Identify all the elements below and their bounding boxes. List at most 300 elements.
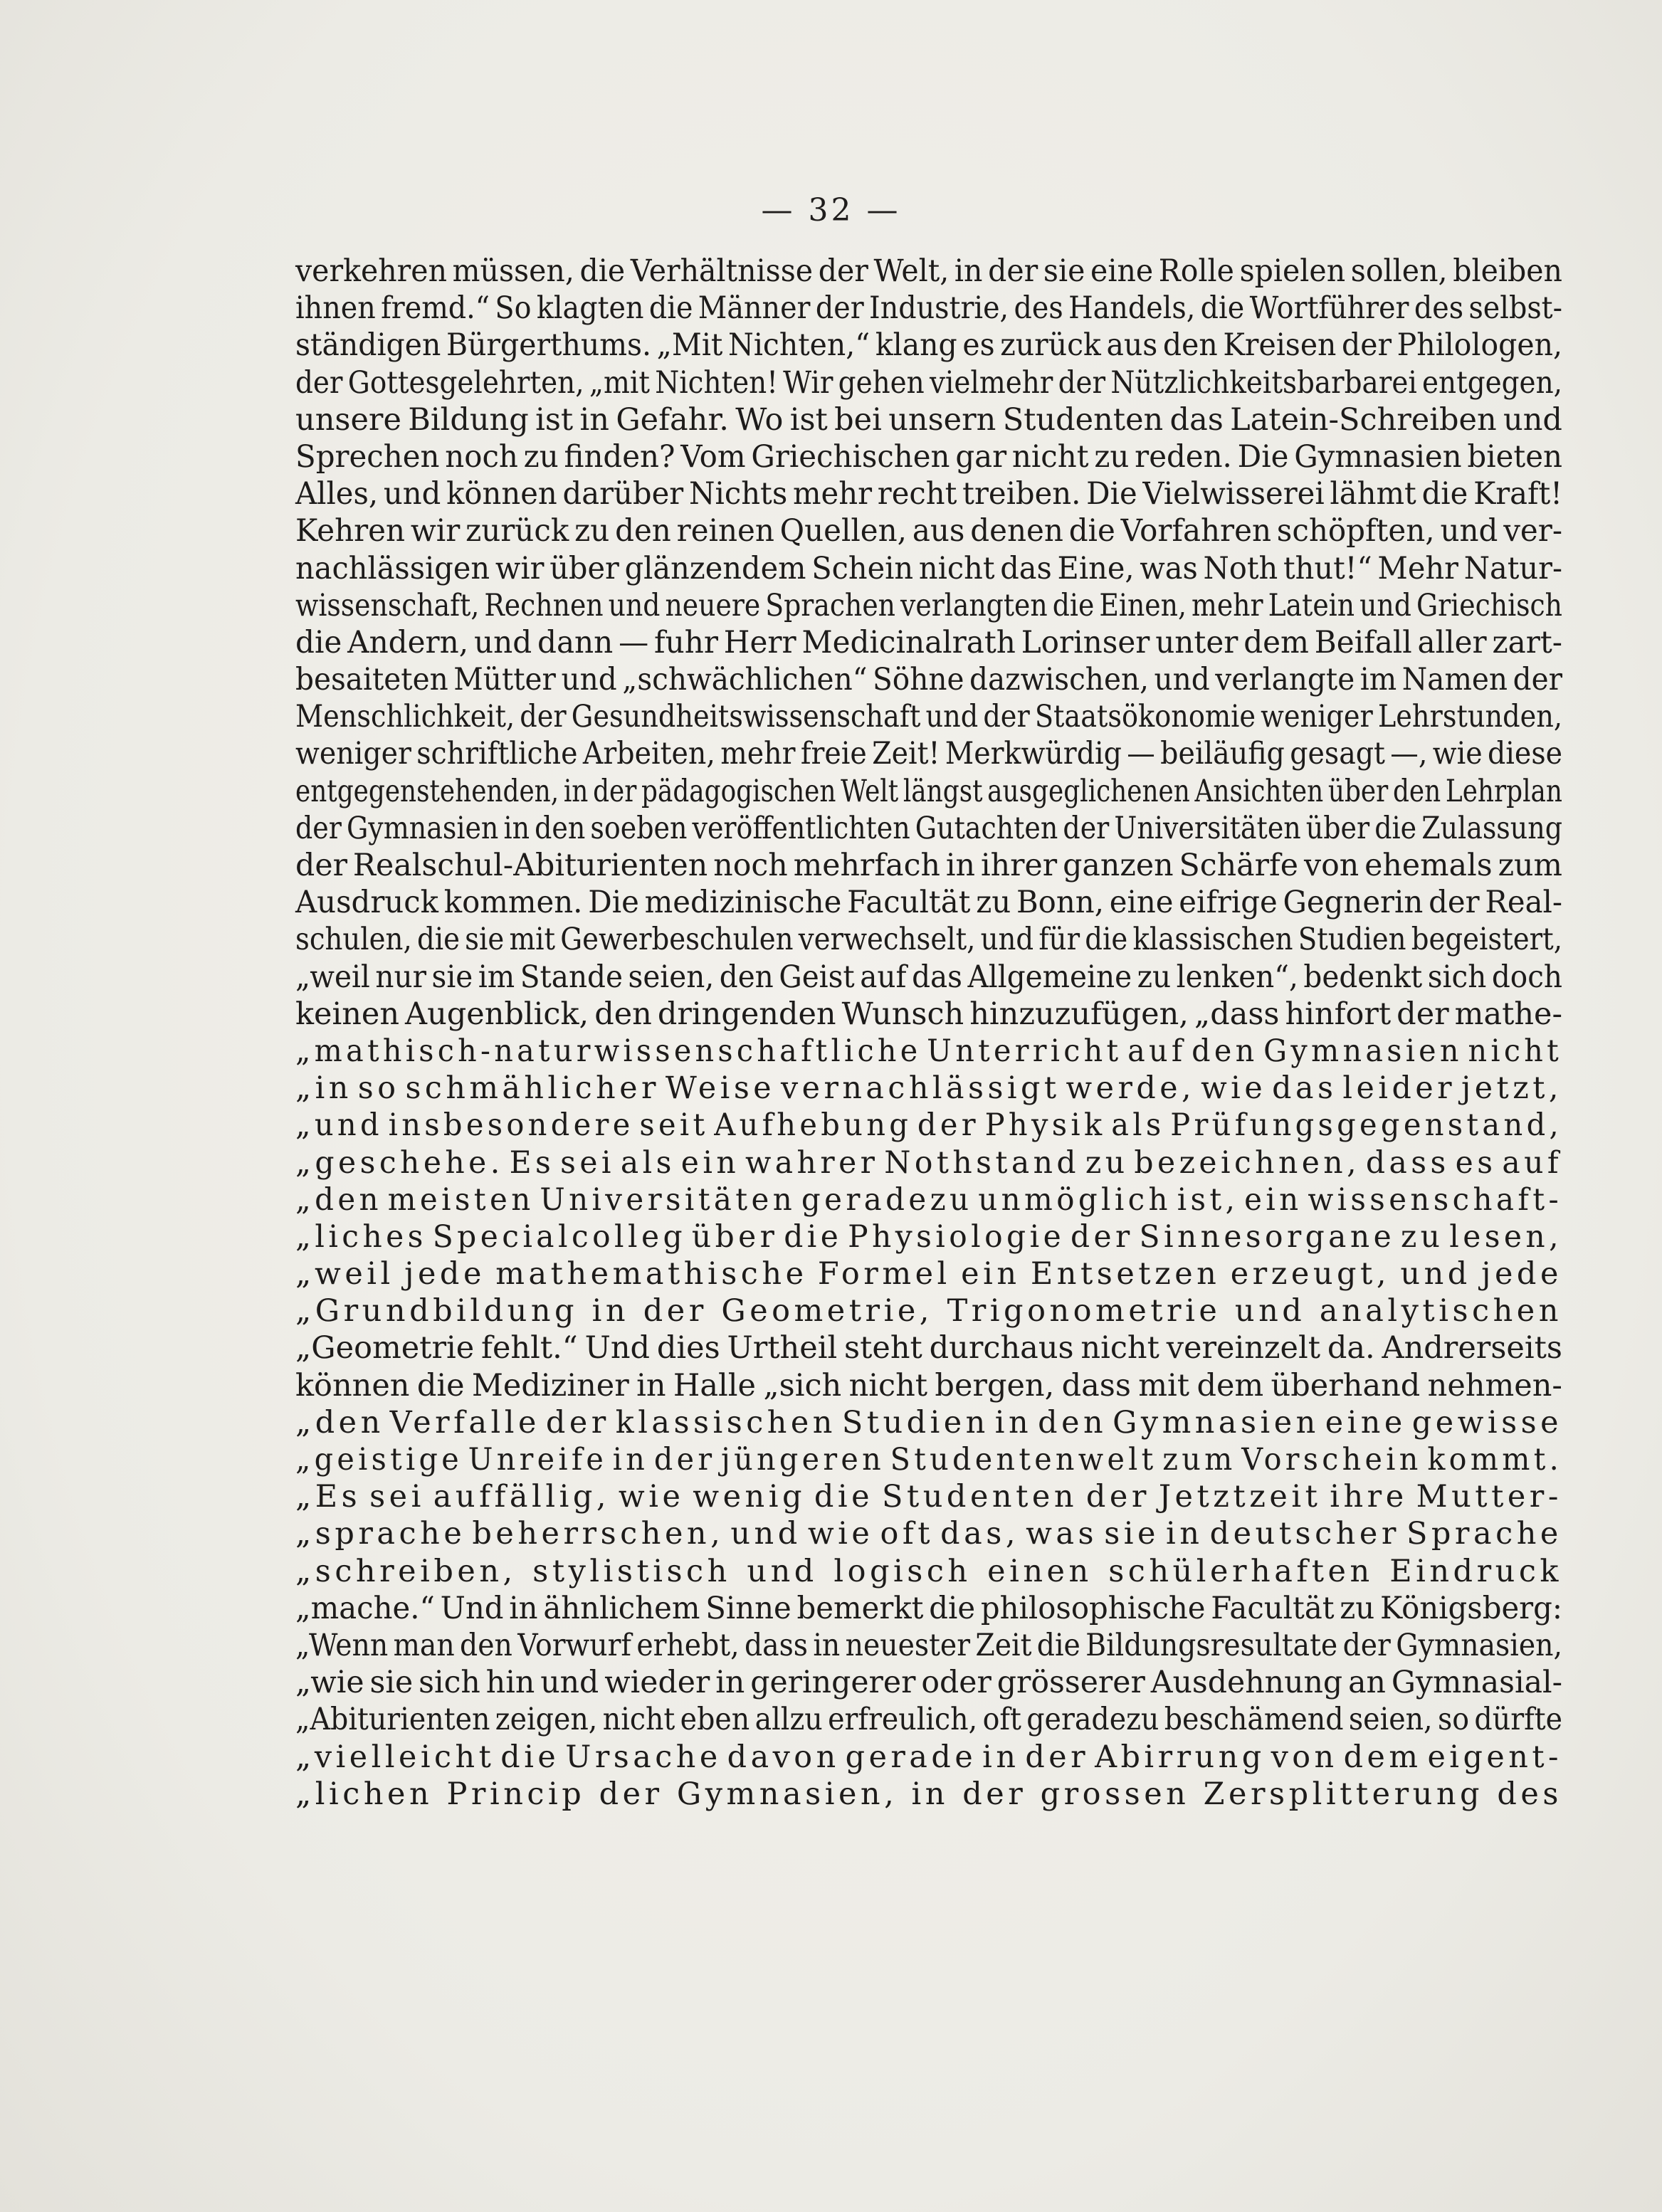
word: „den	[295, 1404, 384, 1441]
word: Menschlichkeit,	[295, 699, 515, 735]
word: müssen,	[452, 253, 574, 289]
word: —	[1127, 736, 1155, 772]
word: schulen,	[295, 922, 412, 958]
word: die	[295, 624, 342, 660]
word: sie	[1043, 253, 1085, 289]
word: „schwächlichen“	[622, 662, 868, 698]
page-number: — 32 —	[761, 192, 901, 228]
word: oft	[880, 1516, 935, 1552]
word: —	[619, 624, 649, 660]
word: Wo	[735, 401, 784, 438]
word: zum	[1162, 1442, 1236, 1478]
word: durchaus	[929, 1330, 1074, 1366]
word: im	[478, 959, 515, 995]
word: an	[1348, 1665, 1386, 1701]
text-line	[295, 327, 1562, 364]
word: Weise	[665, 1070, 776, 1107]
word: ist	[789, 401, 828, 438]
word: der	[593, 773, 637, 809]
word: ganzen	[1063, 848, 1174, 883]
word: eifrige	[1179, 885, 1278, 921]
word: freie	[800, 736, 867, 772]
word: der	[988, 253, 1038, 289]
word: meisten	[387, 1181, 535, 1218]
word: neuere	[665, 587, 761, 623]
word: jede	[404, 1256, 485, 1292]
word: lähmt	[1330, 476, 1416, 512]
word: Es	[509, 1144, 555, 1181]
word: Zeit!	[872, 736, 940, 772]
word: in	[503, 810, 530, 846]
word: die	[929, 1590, 976, 1626]
word: Medicinalrath	[801, 624, 1016, 660]
word: über	[691, 1218, 779, 1255]
word: Urtheil	[727, 1330, 838, 1366]
word: über	[1305, 810, 1370, 846]
word: in	[1166, 1516, 1204, 1552]
word: Philologen,	[1397, 327, 1562, 364]
word: Gymnasien	[1113, 1404, 1320, 1441]
word: kommt.	[1427, 1442, 1562, 1478]
text-line-spaced	[295, 1181, 1562, 1218]
word: Entsetzen	[1030, 1256, 1221, 1292]
word: bieten	[1467, 438, 1562, 475]
word: von	[1303, 848, 1359, 883]
text-line	[295, 1329, 1562, 1366]
word: leider	[1342, 1070, 1456, 1107]
word: die	[784, 1218, 843, 1255]
word: Söhne	[872, 662, 964, 698]
word: doch	[1491, 959, 1562, 995]
word: Gegnerin	[1283, 885, 1424, 921]
word: in	[579, 401, 609, 438]
word: Gymnasien,	[676, 1776, 898, 1812]
word: Königsberg:	[1380, 1590, 1562, 1626]
word: klassischen	[615, 1404, 836, 1441]
word: es	[1455, 1144, 1497, 1181]
word: und	[608, 587, 661, 623]
word: so	[1437, 1702, 1470, 1738]
word: der	[815, 290, 864, 327]
word: erhebt,	[636, 1627, 740, 1663]
text-line-spaced	[295, 1441, 1562, 1478]
word: schöpften,	[1276, 513, 1435, 549]
word: Physiologie	[848, 1218, 1066, 1255]
word: des	[1414, 290, 1464, 327]
word: und	[1154, 662, 1210, 698]
word: klagten	[536, 290, 644, 327]
word: schriftliche	[416, 736, 578, 772]
word: und	[1400, 1256, 1471, 1292]
word: die	[1374, 810, 1417, 846]
text-line	[295, 959, 1562, 996]
word: Sprache	[1406, 1516, 1562, 1552]
word: der	[1342, 1627, 1391, 1663]
word: denen	[970, 513, 1063, 549]
word: Beifall	[1314, 624, 1412, 660]
word: Kraft!	[1473, 476, 1562, 512]
word: Wortführer	[1249, 290, 1409, 327]
word: im	[1359, 662, 1397, 698]
word: sich	[1427, 959, 1487, 995]
word: überhand	[1271, 1367, 1421, 1403]
word: Lehrstunden,	[1377, 699, 1562, 735]
word: gewisse	[1411, 1404, 1562, 1441]
word: in	[715, 1665, 745, 1701]
word: eine	[1325, 1404, 1406, 1441]
word: Gutachten	[915, 810, 1058, 846]
word: beiläufig	[1160, 736, 1285, 772]
word: unsere	[295, 401, 401, 438]
word: aus	[1106, 327, 1158, 364]
word: Welt,	[873, 253, 950, 289]
word: Studenten	[882, 1479, 1078, 1515]
word: in	[563, 773, 589, 809]
word: und	[1503, 401, 1562, 438]
word: Ursache	[565, 1739, 722, 1775]
word: Andern,	[347, 624, 469, 660]
word: der	[1070, 1218, 1134, 1255]
word: und	[730, 1516, 801, 1552]
word: die	[1085, 922, 1128, 958]
word: zu	[523, 438, 559, 475]
word: als	[620, 1144, 675, 1181]
word: Merkwürdig	[945, 736, 1122, 772]
word: in	[612, 1442, 649, 1478]
word: „mit	[589, 364, 650, 401]
word: wie	[618, 1479, 685, 1515]
text-line-spaced	[295, 1404, 1562, 1441]
word: Specialcolleg	[432, 1218, 687, 1255]
word: So	[495, 290, 532, 327]
word: auf	[1502, 1144, 1562, 1181]
word: deutscher	[1209, 1516, 1400, 1552]
word: Nützlichkeitsbarbarei	[1110, 364, 1417, 401]
word: eine	[1090, 253, 1154, 289]
word: analytischen	[1319, 1293, 1562, 1329]
word: zart-	[1492, 624, 1562, 660]
word: den	[1038, 1404, 1108, 1441]
word: Alles,	[295, 476, 379, 512]
word: schülerhaften	[1108, 1553, 1374, 1589]
word: stylistisch	[532, 1553, 731, 1589]
word: „Mit	[656, 327, 723, 364]
word: geradezu	[801, 1181, 973, 1218]
word: erfreulich,	[828, 1702, 978, 1738]
word: „Abiturienten	[295, 1702, 490, 1738]
word: dazwischen,	[969, 662, 1149, 698]
word: den	[615, 513, 671, 549]
word: Wir	[783, 364, 833, 401]
word: Formel	[817, 1256, 951, 1292]
text-line	[295, 661, 1562, 698]
text-line	[295, 735, 1562, 772]
text-line-spaced	[295, 1776, 1562, 1813]
text-line	[295, 1701, 1562, 1738]
word: des	[1497, 1776, 1562, 1812]
word: gerade	[845, 1739, 977, 1775]
word: ihnen	[295, 290, 376, 327]
word: und	[540, 1665, 599, 1701]
word: vereinzelt	[1166, 1330, 1321, 1366]
word: Quellen,	[779, 513, 908, 549]
word: Industrie,	[869, 290, 1009, 327]
text-line	[295, 290, 1562, 327]
word: Nichten,“	[727, 327, 871, 364]
word: wissenschaft,	[295, 587, 480, 623]
word: es	[962, 327, 995, 364]
word: unmöglich	[978, 1181, 1172, 1218]
word: wissenschaft-	[1308, 1181, 1562, 1218]
word: philosophische	[980, 1590, 1206, 1626]
word: der	[520, 699, 567, 735]
word: bleiben	[1453, 253, 1562, 289]
word: „Wenn	[295, 1627, 389, 1663]
word: in	[994, 1404, 1033, 1441]
text-line	[295, 698, 1562, 735]
word: in	[911, 1776, 949, 1812]
word: gehen	[838, 364, 925, 401]
word: Realschul-Abiturienten	[352, 848, 708, 883]
text-line	[295, 253, 1562, 290]
word: nicht	[848, 1367, 928, 1403]
text-line	[295, 773, 1562, 810]
word: Und	[584, 1330, 651, 1366]
word: steht	[844, 1330, 922, 1366]
word: Griechischen	[751, 438, 950, 475]
word: zum	[1498, 848, 1562, 883]
word: lesen,	[1449, 1218, 1562, 1255]
word: den	[535, 810, 586, 846]
word: „weil	[295, 1256, 394, 1292]
word: „dass	[1194, 996, 1280, 1032]
word: geradezu	[1026, 1702, 1159, 1738]
word: wieder	[604, 1665, 710, 1701]
word: der	[917, 1107, 979, 1144]
word: und	[925, 699, 979, 735]
word: „liches	[295, 1218, 427, 1255]
word: dürfte	[1474, 1702, 1562, 1738]
word: auffällig,	[433, 1479, 611, 1515]
word: zu	[1340, 1590, 1375, 1626]
word: verwechselt,	[798, 922, 976, 958]
word: Einen,	[1099, 587, 1187, 623]
word: seit	[639, 1107, 709, 1144]
word: des	[1014, 290, 1063, 327]
word: mit	[509, 922, 556, 958]
word: reinen	[676, 513, 774, 549]
word: der	[1025, 1739, 1090, 1775]
word: dem	[1243, 624, 1309, 660]
text-line	[295, 1590, 1562, 1627]
word: der	[1063, 810, 1110, 846]
word: entgegenstehenden,	[295, 773, 559, 809]
word: reden.	[1135, 438, 1232, 475]
word: „wie	[295, 1665, 364, 1701]
word: Zersplitterung	[1203, 1776, 1484, 1812]
word: ähnlichem	[543, 1590, 700, 1626]
word: Gymnasien	[346, 810, 499, 846]
word: Arbeiten,	[582, 736, 715, 772]
word: verkehren	[295, 253, 448, 289]
text-line	[295, 921, 1562, 958]
word: Gymnasial-	[1391, 1665, 1562, 1701]
word: Natur-	[1463, 550, 1562, 586]
word: der	[818, 253, 868, 289]
word: können	[295, 1367, 410, 1403]
word: ehemals	[1364, 848, 1493, 883]
word: die	[1052, 587, 1095, 623]
word: ihrer	[980, 848, 1058, 883]
word: Allgemeine	[967, 959, 1132, 995]
word: wir	[410, 513, 461, 549]
word: Geist	[779, 959, 855, 995]
word: ist,	[1177, 1181, 1239, 1218]
word: Halle	[673, 1367, 756, 1403]
word: für	[1038, 922, 1080, 958]
word: über	[549, 550, 619, 586]
word: den	[460, 1627, 512, 1663]
word: jüngeren	[721, 1442, 885, 1478]
word: Facultät	[847, 885, 971, 921]
word: fuhr	[654, 624, 718, 660]
word: mehr	[720, 736, 796, 772]
word: zu	[976, 885, 1011, 921]
word: hinfort	[1285, 996, 1392, 1032]
word: der	[545, 1404, 610, 1441]
text-line	[295, 401, 1562, 438]
word: der	[295, 848, 347, 883]
word: finden?	[564, 438, 675, 475]
word: lenken“,	[1176, 959, 1298, 995]
text-line-spaced	[295, 1739, 1562, 1776]
word: wie	[1201, 1070, 1267, 1107]
word: und	[747, 1553, 818, 1589]
word: bemerkt	[796, 1590, 924, 1626]
word: gesagt	[1290, 736, 1385, 772]
word: als	[1111, 1107, 1165, 1144]
word: aus	[912, 513, 965, 549]
word: und	[473, 624, 532, 660]
word: Staatsökonomie	[1034, 699, 1256, 735]
word: dem	[1343, 1739, 1422, 1775]
word: geringerer	[750, 1665, 916, 1701]
word: in	[954, 253, 983, 289]
word: hin	[485, 1665, 535, 1701]
word: Welt	[841, 773, 899, 809]
word: hinzuzufügen,	[969, 996, 1189, 1032]
word: Sinne	[705, 1590, 791, 1626]
word: fremd.“	[381, 290, 490, 327]
word: keinen	[295, 996, 400, 1032]
word: thut!“	[1283, 550, 1372, 586]
word: so	[357, 1070, 400, 1107]
word: ihre	[1330, 1479, 1408, 1515]
text-line	[295, 475, 1562, 512]
text-line	[295, 847, 1562, 884]
word: der	[1058, 364, 1106, 401]
word: man	[393, 1627, 455, 1663]
word: werde,	[1066, 1070, 1196, 1107]
word: weniger	[295, 736, 411, 772]
word: dass	[1365, 1144, 1450, 1181]
word: „mache.“	[295, 1590, 435, 1626]
word: über	[1327, 773, 1389, 809]
text-line-spaced	[295, 1070, 1562, 1107]
word: grösserer	[996, 1665, 1145, 1701]
word: die	[1036, 1627, 1080, 1663]
word: der	[1397, 996, 1449, 1032]
text-line	[295, 512, 1562, 549]
word: Vielwisserei	[1142, 476, 1325, 512]
word: „geschehe.	[295, 1144, 504, 1181]
word: jede	[1481, 1256, 1562, 1292]
word: nur	[375, 959, 426, 995]
word: aller	[1417, 624, 1487, 660]
text-line-spaced	[295, 1478, 1562, 1515]
word: Sprechen	[295, 438, 440, 475]
word: dies	[656, 1330, 720, 1366]
word: Und	[440, 1590, 504, 1626]
word: zu	[1085, 1144, 1129, 1181]
word: seien,	[1348, 1702, 1433, 1738]
word: Bürgerthums.	[446, 327, 652, 364]
word: Gottesgelehrten,	[347, 364, 584, 401]
word: beherrschen,	[472, 1516, 725, 1552]
word: treiben.	[962, 476, 1081, 512]
word: dem	[1196, 1367, 1264, 1403]
word: Studenten	[1002, 401, 1164, 438]
word: Schärfe	[1179, 848, 1299, 883]
text-line	[295, 810, 1562, 847]
word: Prüfungsgegenstand,	[1170, 1107, 1562, 1144]
word: Sinnesorgane	[1139, 1218, 1396, 1255]
word: zu	[574, 513, 610, 549]
word: sie	[369, 1665, 414, 1701]
word: grossen	[1040, 1776, 1190, 1812]
word: sie	[465, 922, 505, 958]
word: klang	[875, 327, 957, 364]
word: sie	[1104, 1516, 1159, 1552]
word: Vorschein	[1241, 1442, 1422, 1478]
word: Ausdruck	[295, 885, 438, 921]
word: und	[1234, 1293, 1306, 1329]
word: pädagogischen	[641, 773, 836, 809]
text-line-spaced	[295, 1292, 1562, 1329]
word: Schein	[811, 550, 914, 586]
word: kommen.	[443, 885, 583, 921]
word: Gymnasien	[1294, 438, 1462, 475]
word: Namen	[1401, 662, 1508, 698]
word: die	[648, 290, 693, 327]
word: sei	[369, 1479, 425, 1515]
word: Gymnasien,	[1396, 1627, 1562, 1663]
word: Vom	[680, 438, 746, 475]
text-line-spaced	[295, 1515, 1562, 1552]
word: zurück	[466, 513, 569, 549]
word: nicht	[1468, 1033, 1562, 1069]
word: Unterricht	[927, 1033, 1122, 1069]
word: und	[1440, 513, 1498, 549]
word: Gesundheitswissenschaft	[571, 699, 921, 735]
word: zu	[1137, 959, 1172, 995]
word: Die	[1086, 476, 1137, 512]
word: ausgeglichenen	[987, 773, 1190, 809]
word: verlangte	[1215, 662, 1355, 698]
text-line	[295, 996, 1562, 1033]
word: „Geometrie	[295, 1330, 475, 1366]
word: Aufhebung	[714, 1107, 912, 1144]
